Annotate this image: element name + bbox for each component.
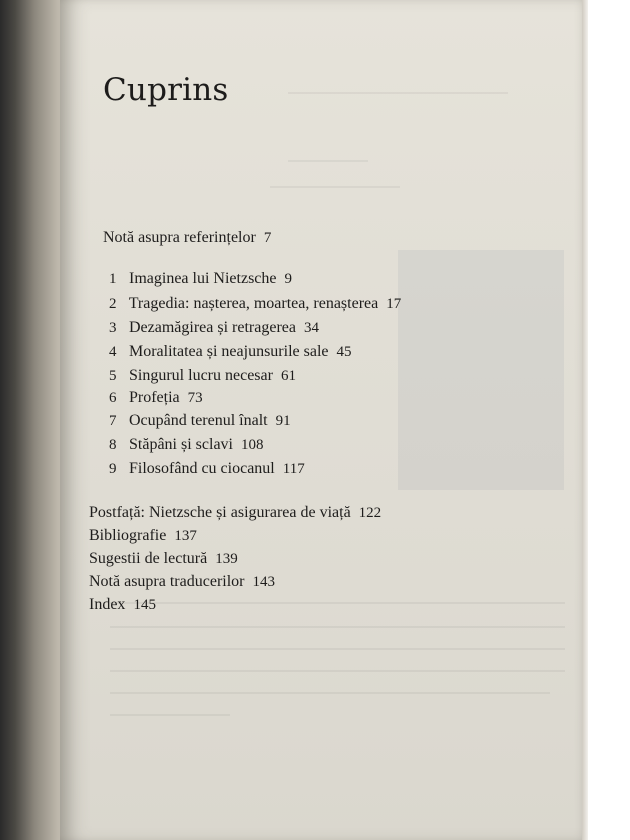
toc-back-entry-postfata — [89, 504, 381, 522]
toc-label: Filosofând cu ciocanul — [129, 460, 275, 477]
toc-label: Index — [89, 596, 126, 613]
toc-chapter-2 — [109, 295, 401, 313]
toc-page: 45 — [336, 344, 352, 360]
toc-page: 17 — [386, 296, 402, 312]
toc-page: 73 — [187, 390, 203, 406]
toc-label: Bibliografie — [89, 527, 167, 544]
chapter-number: 3 — [109, 320, 117, 336]
toc-chapter-3 — [109, 319, 319, 337]
page-edge — [582, 0, 588, 840]
show-through-line — [110, 626, 565, 628]
toc-page: 108 — [240, 437, 264, 453]
toc-page: 91 — [275, 413, 291, 429]
show-through-line — [288, 160, 368, 162]
show-through-line — [110, 714, 230, 716]
chapter-number: 1 — [109, 271, 117, 287]
toc-back-entry-index — [89, 596, 156, 614]
toc-page: 122 — [358, 505, 382, 521]
chapter-number: 6 — [109, 390, 117, 406]
toc-label: Moralitatea și neajunsurile sale — [129, 343, 329, 360]
toc-page: 143 — [252, 574, 275, 590]
toc-label: Dezamăgirea și retragerea — [129, 319, 296, 336]
toc-chapter-4 — [109, 343, 351, 361]
show-through-line — [270, 186, 400, 188]
toc-label: Ocupând terenul înalt — [129, 412, 268, 429]
chapter-number: 2 — [109, 296, 117, 312]
toc-label: Postfață: Nietzsche și asigurarea de viață — [89, 504, 351, 521]
toc-page: 7 — [263, 230, 272, 246]
toc-page: 139 — [215, 551, 238, 567]
show-through-line — [110, 670, 565, 672]
toc-page: 61 — [280, 368, 296, 384]
toc-chapter-9 — [109, 460, 305, 478]
chapter-number: 5 — [109, 368, 117, 384]
toc-label: Stăpâni și sclavi — [129, 436, 233, 453]
toc-page: 145 — [133, 597, 156, 613]
toc-page: 117 — [282, 461, 305, 477]
show-through-line — [110, 648, 565, 650]
toc-page: 34 — [304, 320, 319, 336]
show-through-line — [110, 692, 550, 694]
toc-page: 137 — [174, 528, 197, 544]
toc-chapter-6 — [109, 389, 203, 407]
toc-back-entry-sugestii — [89, 550, 238, 568]
toc-label: Profeția — [129, 389, 180, 406]
page-title: Cuprins — [103, 72, 229, 108]
toc-label: Tragedia: nașterea, moartea, renașterea — [128, 295, 379, 312]
toc-label: Notă asupra referințelor — [103, 229, 256, 246]
toc-label: Imaginea lui Nietzsche — [129, 270, 277, 287]
toc-chapter-1 — [109, 270, 292, 288]
chapter-number: 9 — [109, 461, 117, 477]
toc-chapter-5 — [109, 367, 296, 385]
show-through-line — [288, 92, 508, 94]
toc-label: Notă asupra traducerilor — [89, 573, 245, 590]
toc-page: 9 — [284, 271, 292, 287]
show-through-line — [110, 602, 565, 604]
chapter-number: 8 — [109, 437, 117, 453]
toc-back-entry-bibliografie — [89, 527, 197, 545]
toc-front-entry — [103, 229, 271, 247]
toc-back-entry-traduceri — [89, 573, 275, 591]
show-through-image — [398, 250, 564, 490]
toc-chapter-7 — [109, 412, 291, 430]
toc-chapter-8 — [109, 436, 263, 454]
toc-label: Singurul lucru necesar — [129, 367, 273, 384]
chapter-number: 7 — [109, 413, 117, 429]
chapter-number: 4 — [109, 344, 117, 360]
toc-label: Sugestii de lectură — [89, 550, 208, 567]
